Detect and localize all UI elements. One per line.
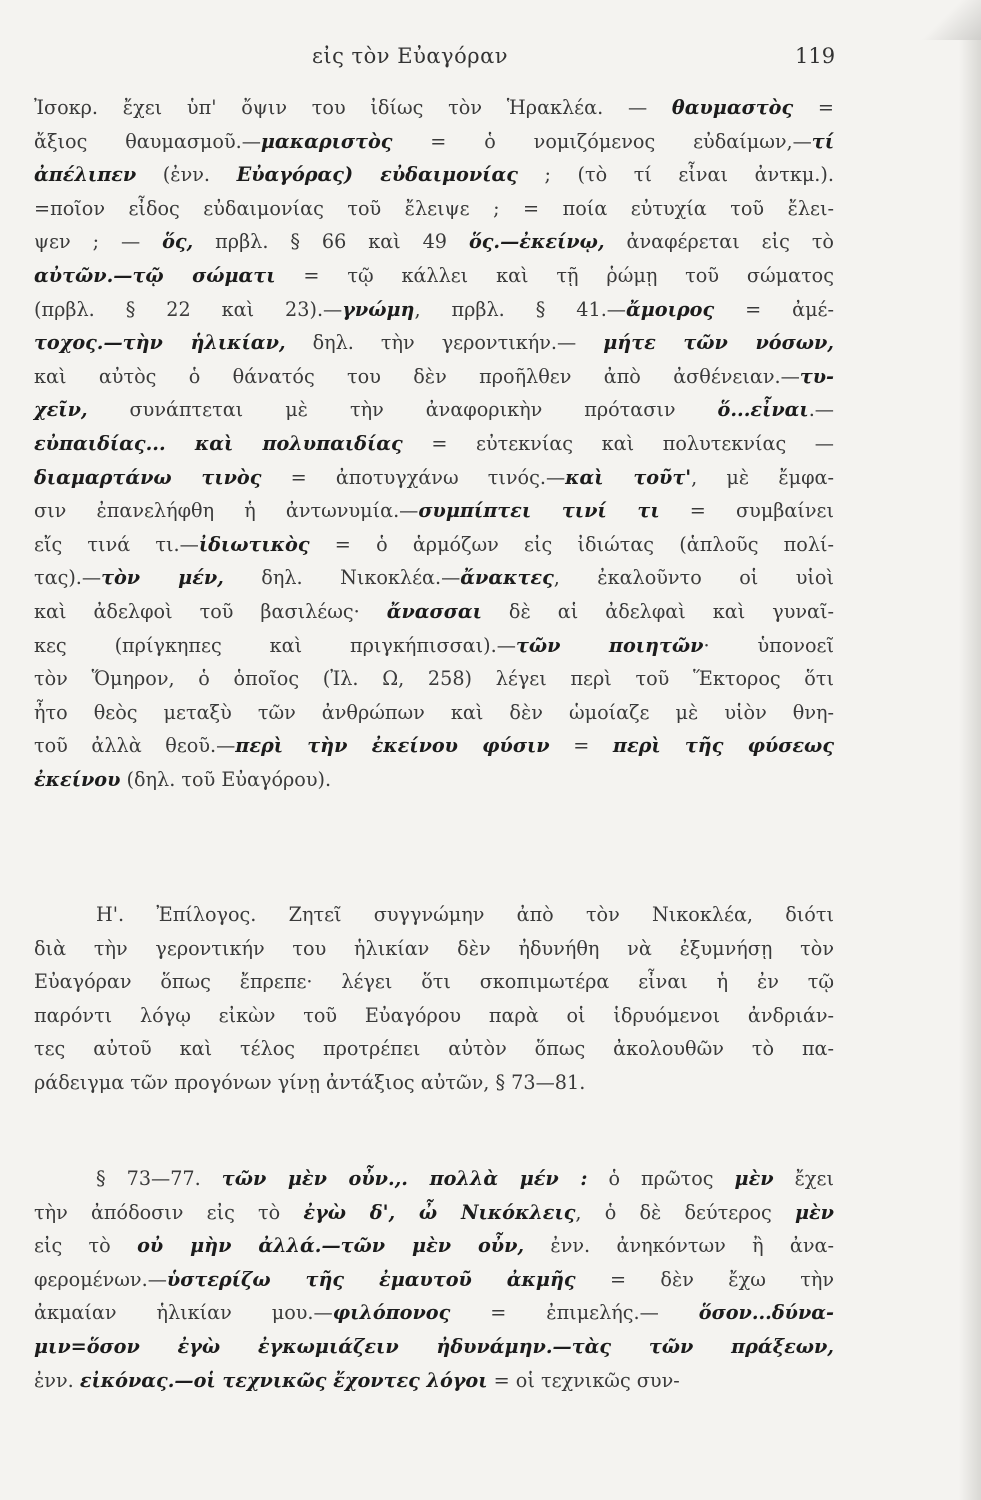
text-line xyxy=(34,763,834,797)
lemma: ἐκείνου xyxy=(34,767,121,791)
gloss-text: πρβλ. § 66 καὶ 49 xyxy=(193,230,469,254)
lemma: τί xyxy=(811,129,834,153)
gloss-text: κες (πρίγκηπες καὶ πριγκήπισσαι).— xyxy=(34,633,516,657)
lemma: ὑστερίζω τῆς ἐμαυτοῦ ἀκμῆς xyxy=(166,1267,576,1291)
page-number: 119 xyxy=(795,44,836,68)
gloss-text: ἐνν. ἀνηκόντων ἢ ἀνα- xyxy=(524,1234,834,1258)
text-line xyxy=(34,1296,834,1330)
gloss-text: καὶ ἀδελφοὶ τοῦ βασιλέως· xyxy=(34,599,387,623)
text-line xyxy=(34,192,834,226)
text-line xyxy=(34,494,834,528)
gloss-text: Η'. Ἐπίλογος. Ζητεῖ συγγνώμην ἀπὸ τὸν Νικοκλέα, διότι xyxy=(96,903,834,926)
gloss-text: ἄξιος θαυμασμοῦ.— xyxy=(34,129,261,153)
text-line xyxy=(34,965,834,999)
gloss-text: (ἐνν. xyxy=(136,163,237,187)
gloss-text: = ἀμέ- xyxy=(714,297,834,321)
gloss-text: = xyxy=(549,734,613,758)
text-line xyxy=(34,696,834,730)
lemma: ἄνασσαι xyxy=(386,599,482,623)
lemma: εἰκόνας.—οἱ τεχνικῶς ἔχοντες λόγοι xyxy=(79,1368,488,1392)
lemma: ἰδιωτικὸς xyxy=(198,532,310,556)
lemma: τυ- xyxy=(799,364,834,388)
lemma: περὶ τὴν ἐκείνου φύσιν xyxy=(235,734,550,758)
gloss-text: § 73—77. xyxy=(96,1167,222,1190)
lemma: μακαριστὸς xyxy=(260,129,393,153)
lemma: μήτε τῶν νόσων, xyxy=(603,331,834,355)
commentary-block-1 xyxy=(34,91,834,796)
gloss-text: τὴν ἀπόδοσιν εἰς τὸ xyxy=(34,1200,304,1224)
gloss-text: τὸν Ὅμηρον, ὁ ὁποῖος (Ἰλ. Ω, 258) λέγει περὶ τοῦ Ἕκτορος ὅτι xyxy=(34,667,834,691)
gloss-text: =ποῖον εἶδος εὐδαιμονίας τοῦ ἔλειψε ; = ποία εὐτυχία τοῦ ἔλει- xyxy=(34,196,834,220)
lemma: Εὐαγόρας) εὐδαιμονίας xyxy=(236,163,518,187)
gloss-text: ἀκμαίαν ἡλικίαν μου.— xyxy=(34,1301,333,1325)
lemma: ἄνακτες xyxy=(460,566,554,590)
gloss-text: = οἱ τεχνικῶς συν- xyxy=(487,1368,680,1392)
page-header xyxy=(0,38,981,78)
text-line xyxy=(34,932,834,966)
lemma: οὐ μὴν ἀλλά.—τῶν μὲν οὖν, xyxy=(137,1234,525,1258)
text-line xyxy=(34,125,834,159)
text-line xyxy=(34,1162,834,1196)
gloss-text: εἴς τινά τι.— xyxy=(34,532,199,556)
text-line xyxy=(34,595,834,629)
gloss-text: (πρβλ. § 22 καὶ 23).— xyxy=(34,297,343,321)
text-line xyxy=(34,1032,834,1066)
text-line xyxy=(34,360,834,394)
text-line xyxy=(34,1066,834,1100)
gloss-text: · ὑπονοεῖ xyxy=(703,633,834,657)
text-line xyxy=(34,1263,834,1297)
lemma: γνώμη xyxy=(342,297,415,321)
lemma: θαυμαστὸς xyxy=(671,96,794,119)
gloss-text: ; (τὸ τί εἶναι ἀντκμ.). xyxy=(517,163,834,187)
text-line xyxy=(34,662,834,696)
gloss-text: τας).— xyxy=(34,566,102,590)
text-line xyxy=(34,326,834,360)
gloss-text: = εὐτεκνίας καὶ πολυτεκνίας — xyxy=(402,431,834,455)
text-line xyxy=(34,1364,834,1398)
gloss-text: ἔχει xyxy=(773,1167,834,1190)
gloss-text: , ὁ δὲ δεύτερος xyxy=(575,1200,795,1224)
text-line xyxy=(34,259,834,293)
gloss-text: Ἰσοκρ. ἔχει ὑπ' ὄψιν του ἰδίως τὸν Ἡρακλέα. — xyxy=(34,96,672,119)
lemma: μὲν xyxy=(794,1200,834,1224)
gloss-text: διὰ τὴν γεροντικήν του ἡλικίαν δὲν ἠδυνήθη νὰ ἐξυμνήσῃ τὸν xyxy=(34,936,834,960)
lemma: αὐτῶν.—τῷ σώματι xyxy=(34,263,276,287)
lemma: ὅς.—ἐκείνῳ, xyxy=(468,230,605,254)
text-line xyxy=(34,1229,834,1263)
lemma: περὶ τῆς φύσεως xyxy=(612,734,835,758)
gloss-text: σιν ἐπανελήφθη ἡ ἀντωνυμία.— xyxy=(34,499,419,523)
gloss-text: δηλ. Νικοκλέα.— xyxy=(223,566,461,590)
lemma: τῶν ποιητῶν xyxy=(515,633,704,657)
gloss-text: , πρβλ. § 41.— xyxy=(414,297,626,321)
gloss-text: ὁ πρῶτος xyxy=(587,1167,735,1190)
text-line xyxy=(34,461,834,495)
text-line xyxy=(34,528,834,562)
text-line xyxy=(34,729,834,763)
lemma: φιλόπονος xyxy=(332,1301,451,1325)
commentary-block-2 xyxy=(34,1162,834,1397)
lemma: χεῖν, xyxy=(34,398,88,422)
gloss-text: = τῷ κάλλει καὶ τῇ ῥώμῃ τοῦ σώματος xyxy=(275,263,834,287)
lemma: μιν=ὅσον ἐγὼ ἐγκωμιάζειν ἠδυνάμην.—τὰς τῶν πράξεων, xyxy=(34,1334,834,1358)
gloss-text: τες αὐτοῦ καὶ τέλος προτρέπει αὐτὸν ὅπως ἀκολουθῶν τὸ πα- xyxy=(34,1037,834,1061)
gloss-text: = ἐπιμελής.— xyxy=(450,1301,699,1325)
lemma: συμπίπτει τινί τι xyxy=(418,499,660,523)
gloss-text: παρόντι λόγῳ εἰκὼν τοῦ Εὐαγόρου παρὰ οἱ ἱδρυόμενοι ἀνδριάν- xyxy=(34,1003,834,1027)
lemma: ὅ...εἶναι xyxy=(717,398,809,422)
gloss-text: εἰς τὸ xyxy=(34,1234,138,1258)
gloss-text: ἀναφέρεται εἰς τὸ xyxy=(604,230,834,254)
gloss-text: (δηλ. τοῦ Εὐαγόρου). xyxy=(120,767,332,791)
gloss-text: ψεν ; — xyxy=(34,230,163,254)
gloss-text: καὶ αὐτὸς ὁ θάνατός του δὲν προῆλθεν ἀπὸ ἀσθένειαν.— xyxy=(34,364,800,388)
text-line xyxy=(34,225,834,259)
text-line xyxy=(34,999,834,1033)
lemma: εὐπαιδίας... καὶ πολυπαιδίας xyxy=(34,431,403,455)
text-line xyxy=(34,1330,834,1364)
text-line xyxy=(34,91,834,125)
lemma: τῶν μὲν οὖν.,. πολλὰ μέν : xyxy=(221,1167,588,1190)
gloss-text: = xyxy=(793,96,834,119)
gloss-text: τοῦ ἀλλὰ θεοῦ.— xyxy=(34,734,236,758)
gloss-text: .— xyxy=(808,398,834,422)
lemma: καὶ τοῦτ' xyxy=(565,465,692,489)
gloss-text: φερομένων.— xyxy=(34,1267,167,1291)
gloss-text: = ὁ ἁρμόζων εἰς ἰδιώτας (ἁπλοῦς πολί- xyxy=(309,532,834,556)
gloss-text: ἦτο θεὸς μεταξὺ τῶν ἀνθρώπων καὶ δὲν ὡμοίαζε μὲ υἱὸν θνη- xyxy=(34,700,834,724)
lemma: ὅς, xyxy=(162,230,194,254)
lemma: τοχος.—τὴν ἡλικίαν, xyxy=(34,331,286,355)
gloss-text: = δὲν ἔχω τὴν xyxy=(575,1267,834,1291)
gloss-text: δηλ. τὴν γεροντικήν.— xyxy=(285,331,604,355)
gloss-text: δὲ αἱ ἀδελφαὶ καὶ γυναῖ- xyxy=(481,599,834,623)
lemma: ἐγὼ δ', ὦ Νικόκλεις xyxy=(303,1200,576,1224)
gloss-text: = συμβαίνει xyxy=(659,499,834,523)
epilogue-block xyxy=(34,898,834,1100)
page-edge-shadow xyxy=(959,0,981,1500)
gloss-text: = ἀποτυγχάνω τινός.— xyxy=(261,465,566,489)
gloss-text: = ὁ νομιζόμενος εὐδαίμων,— xyxy=(392,129,812,153)
lemma: ἄμοιρος xyxy=(626,297,715,321)
gloss-text: , μὲ ἔμφα- xyxy=(691,465,834,489)
lemma: διαμαρτάνω τινὸς xyxy=(34,465,262,489)
text-line xyxy=(34,158,834,192)
lemma: τὸν μέν, xyxy=(101,566,224,590)
gloss-text: ράδειγμα τῶν προγόνων γίνῃ ἀντάξιος αὐτῶν, § 73—81. xyxy=(34,1070,586,1094)
lemma: μὲν xyxy=(734,1167,774,1190)
lemma: ὅσον...δύνα- xyxy=(698,1301,835,1325)
lemma: ἀπέλιπεν xyxy=(34,163,137,187)
gloss-text: ἐνν. xyxy=(34,1368,80,1392)
text-line xyxy=(34,393,834,427)
text-line xyxy=(34,898,834,932)
gloss-text: συνάπτεται μὲ τὴν ἀναφορικὴν πρότασιν xyxy=(87,398,718,422)
page-corner xyxy=(921,0,981,40)
gloss-text: Εὐαγόραν ὅπως ἔπρεπε· λέγει ὅτι σκοπιμωτέρα εἶναι ἡ ἐν τῷ xyxy=(34,970,834,994)
text-line xyxy=(34,1196,834,1230)
gloss-text: , ἐκαλοῦντο οἱ υἱοὶ xyxy=(553,566,834,590)
text-line xyxy=(34,427,834,461)
text-line xyxy=(34,561,834,595)
text-line xyxy=(34,629,834,663)
text-line xyxy=(34,293,834,327)
running-title: εἰς τὸν Εὐαγόραν xyxy=(312,44,509,68)
